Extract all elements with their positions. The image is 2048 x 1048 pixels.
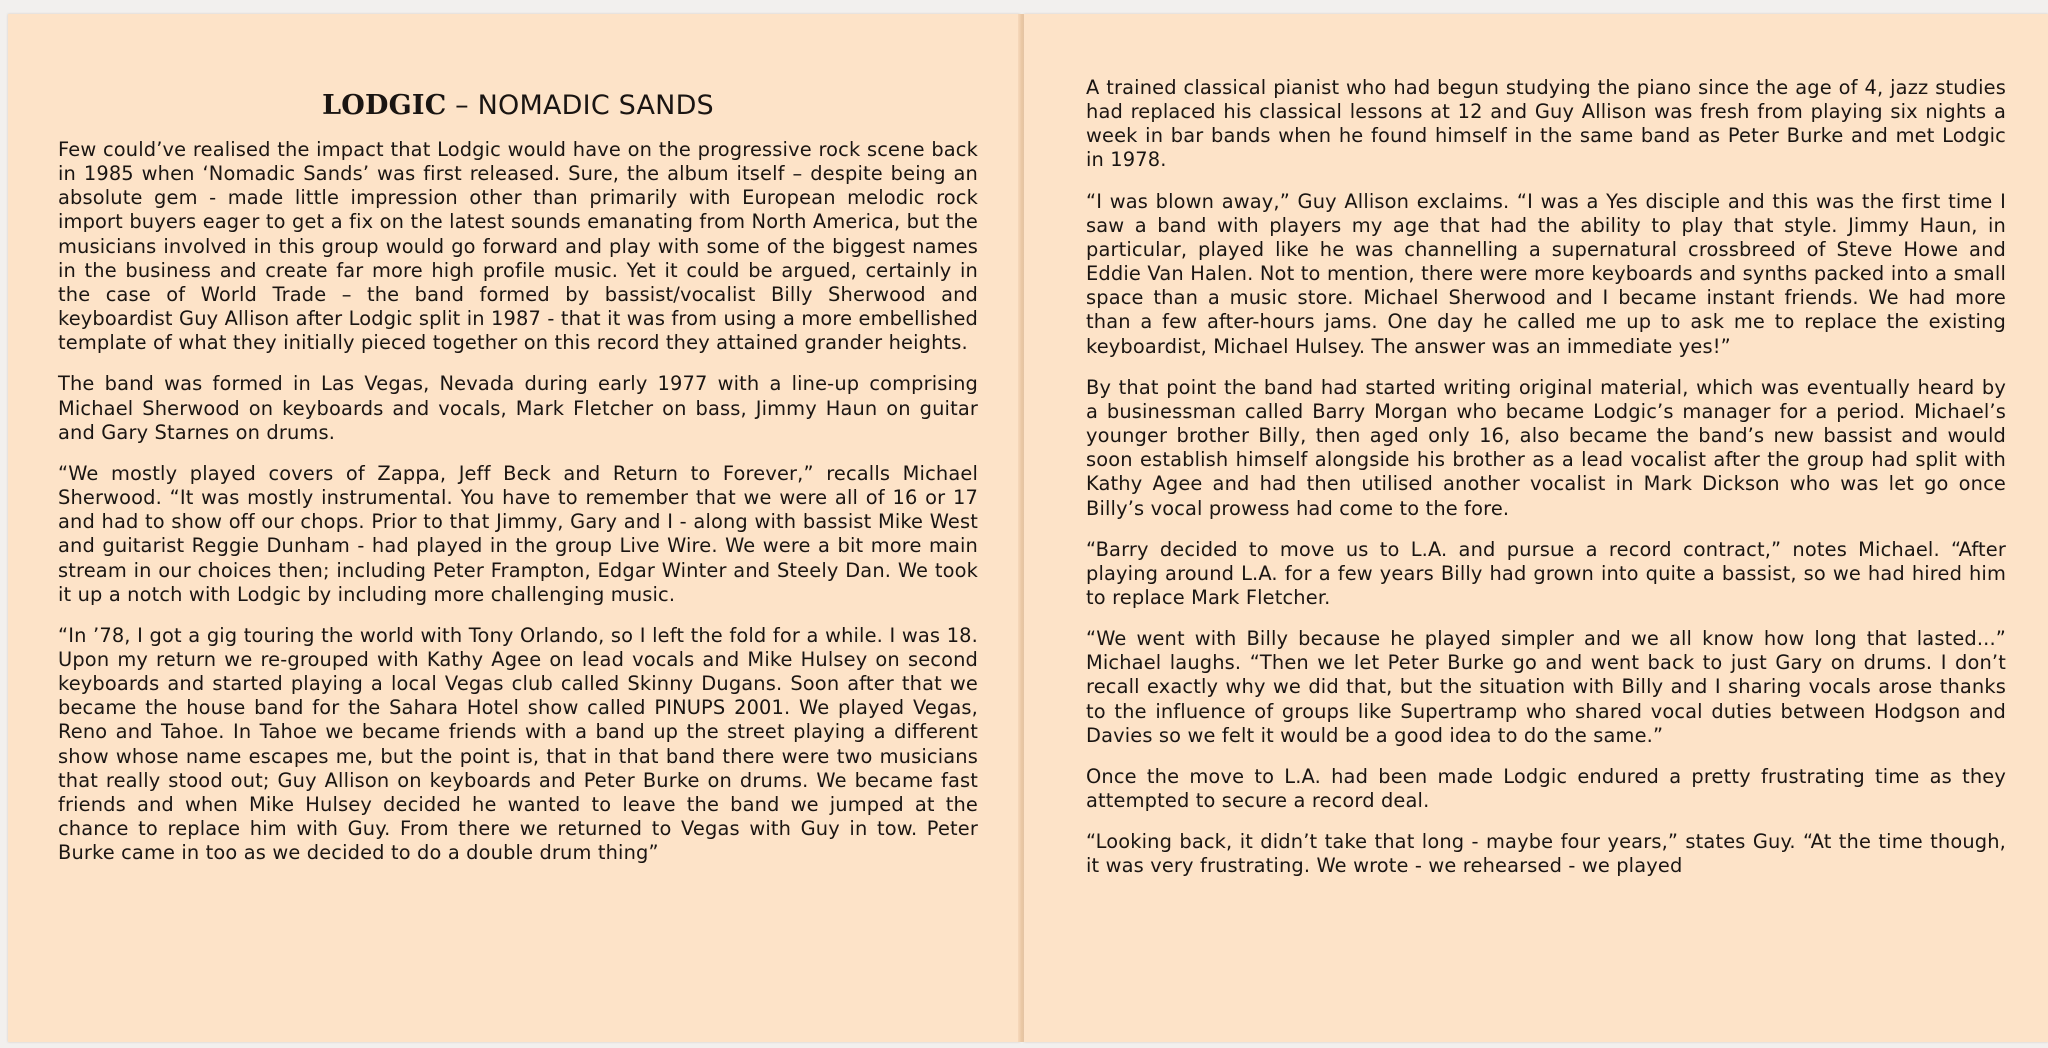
paragraph: Few could’ve realised the impact that Lodgic would have on the progressive rock scene back in 1985 when ‘Nomadic Sands’ was first released. Sure, the album itself – despite being an absolute gem - made little impression other than primarily with European melodic rock import buyers eager to get a fix on the latest sounds emanating from North America, but the musicians involved in this group would go forward and play with some of the biggest names in the business and create far more high profile music. Yet it could be argued, certainly in the case of World Trade – the band formed by bassist/vocalist Billy Sherwood and keyboardist Guy Allison after Lodgic split in 1987 - that it was from using a more embellished template of what they initially pieced together on this record they attained grander heights.	[58, 138, 978, 355]
paragraph: The band was formed in Las Vegas, Nevada during early 1977 with a line-up comprising Michael Sherwood on keyboards and vocals, Mark Fletcher on bass, Jimmy Haun on guitar and Gary Starnes on drums.	[58, 372, 978, 444]
paragraph: “We went with Billy because he played simpler and we all know how long that lasted...” Michael laughs. “Then we let Peter Burke go and went back to just Gary on drums. I don’t recall exactly why we did that, but the situation with Billy and I sharing vocals arose thanks to the influence of groups like Supertramp who shared vocal duties between Hodgson and Davies so we felt it would be a good idea to do the same.”	[1086, 627, 2006, 747]
paragraph: A trained classical pianist who had begun studying the piano since the age of 4, jazz studies had replaced his classical lessons at 12 and Guy Allison was fresh from playing six nights a week in bar bands when he found himself in the same band as Peter Burke and met Lodgic in 1978.	[1086, 76, 2006, 172]
paragraph: “In ’78, I got a gig touring the world with Tony Orlando, so I left the fold for a while. I was 18. Upon my return we re-grouped with Kathy Agee on lead vocals and Mike Hulsey on second keyboards and started playing a local Vegas club called Skinny Dugans. Soon after that we became the house band for the Sahara Hotel show called PINUPS 2001. We played Vegas, Reno and Tahoe. In Tahoe we became friends with a band up the street playing a different show whose name escapes me, but the point is, that in that band there were two musicians that really stood out; Guy Allison on keyboards and Peter Burke on drums. We became fast friends and when Mike Hulsey decided he wanted to leave the band we jumped at the chance to replace him with Guy. From there we returned to Vegas with Guy in tow. Peter Burke came in too as we decided to do a double drum thing”	[58, 623, 978, 865]
right-column	[1086, 76, 2006, 896]
paragraph: “I was blown away,” Guy Allison exclaims. “I was a Yes disciple and this was the first time I saw a band with players my age that had the ability to play that style. Jimmy Haun, in particular, played like he was channelling a supernatural crossbreed of Steve Howe and Eddie Van Halen. Not to mention, there were more keyboards and synths packed into a small space than a music store. Michael Sherwood and I became instant friends. We had more than a few after-hours jams. One day he called me up to ask me to replace the existing keyboardist, Michael Hulsey. The answer was an immediate yes!”	[1086, 189, 2006, 358]
paragraph: By that point the band had started writing original material, which was eventually heard by a businessman called Barry Morgan who became Lodgic’s manager for a period. Michael’s younger brother Billy, then aged only 16, also became the band’s new bassist and would soon establish himself alongside his brother as a lead vocalist after the group had split with Kathy Agee and had then utilised another vocalist in Mark Dickson who was let go once Billy’s vocal prowess had come to the fore.	[1086, 375, 2006, 520]
article-title	[58, 90, 978, 122]
left-column	[58, 76, 978, 882]
paragraph: “We mostly played covers of Zappa, Jeff Beck and Return to Forever,” recalls Michael Sherwood. “It was mostly instrumental. You have to remember that we were all of 16 or 17 and had to show off our chops. Prior to that Jimmy, Gary and I - along with bassist Mike West and guitarist Reggie Dunham - had played in the group Live Wire. We were a bit more main stream in our choices then; including Peter Frampton, Edgar Winter and Steely Dan. We took it up a notch with Lodgic by including more challenging music.	[58, 461, 978, 606]
left-page	[8, 14, 1020, 1042]
title-band-name: LODGIC	[322, 90, 447, 121]
title-album-name: – NOMADIC SANDS	[446, 90, 714, 121]
paragraph: “Looking back, it didn’t take that long - maybe four years,” states Guy. “At the time though, it was very frustrating. We wrote - we rehearsed - we played	[1086, 830, 2006, 878]
paragraph: Once the move to L.A. had been made Lodgic endured a pretty frustrating time as they attempted to secure a record deal.	[1086, 764, 2006, 813]
right-page	[1024, 14, 2048, 1042]
booklet-spread	[8, 14, 2048, 1042]
paragraph: “Barry decided to move us to L.A. and pursue a record contract,” notes Michael. “After playing around L.A. for a few years Billy had grown into quite a bassist, so we had hired him to replace Mark Fletcher.	[1086, 537, 2006, 609]
